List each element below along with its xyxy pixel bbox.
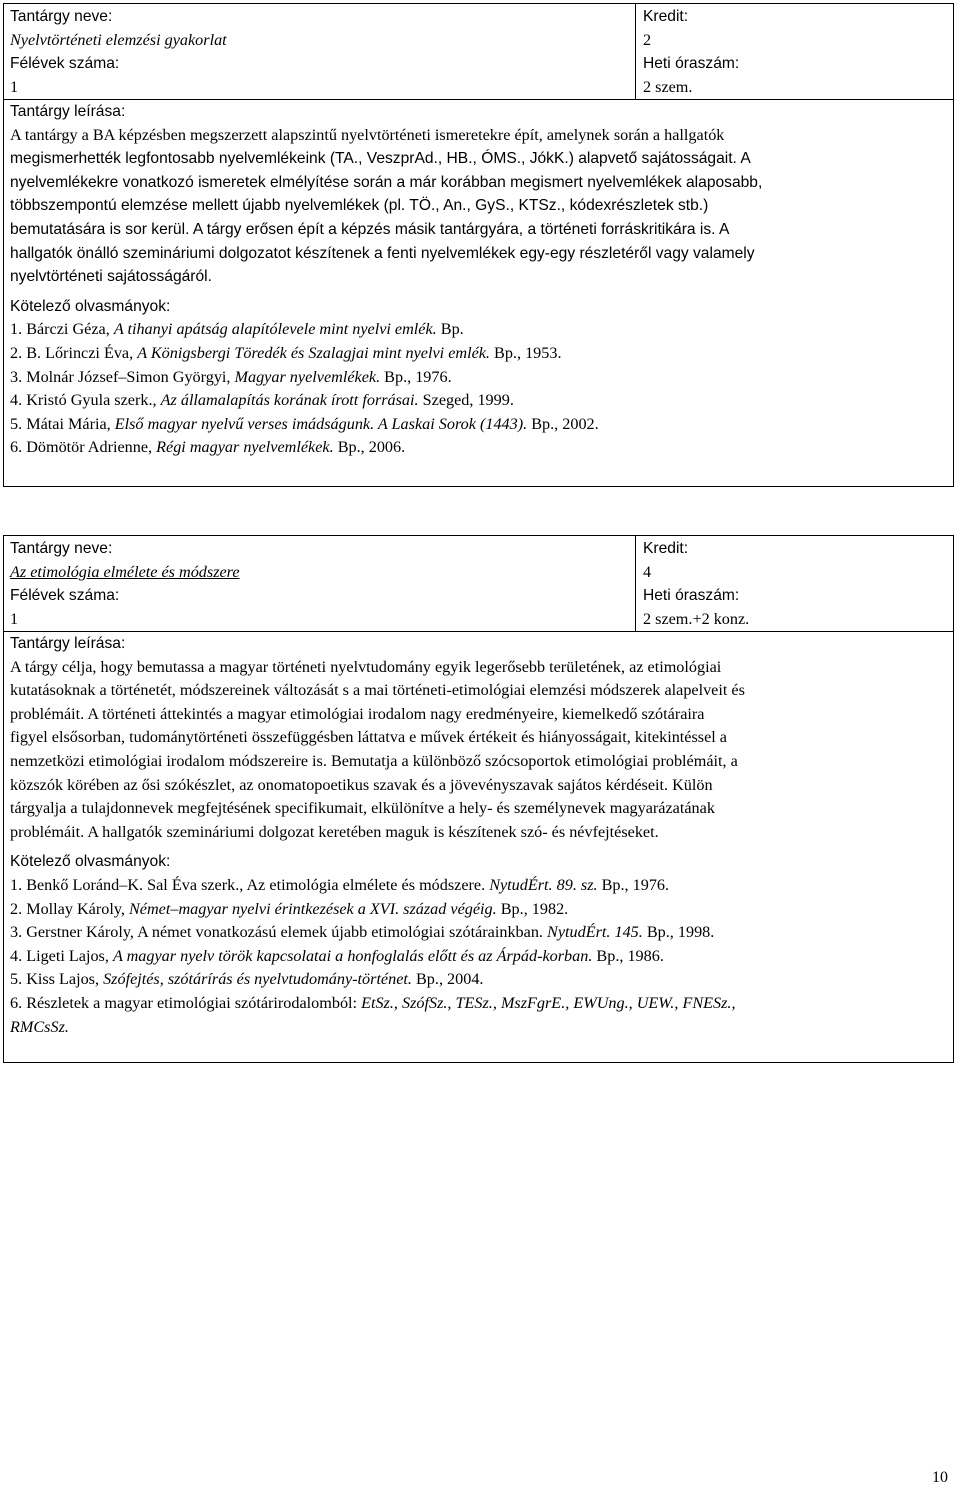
course-description xyxy=(10,124,945,289)
course-box-2 xyxy=(3,535,954,1063)
reading-item: 4. Ligeti Lajos, A magyar nyelv török kapcsolatai a honfoglalás előtt és az Árpád-korban. Bp., 1986. xyxy=(10,946,664,965)
credit-label: Kredit: xyxy=(643,8,689,25)
reading-item: 5. Mátai Mária, Első magyar nyelvű verses imádságunk. A Laskai Sorok (1443). Bp., 2002. xyxy=(10,414,599,433)
description-line: bemutatására is sor kerül. A tárgy erősen épít a képzés másik tantárgyára, a történeti forráskritikára is. A xyxy=(10,220,730,238)
description-line: A tárgy célja, hogy bemutassa a magyar történeti nyelvtudomány egyik legerősebb területének, az etimológiai xyxy=(10,657,722,676)
semesters-label: Félévek száma: xyxy=(10,587,120,605)
reading-item: 3. Molnár József–Simon Györgyi, Magyar nyelvemlékek. Bp., 1976. xyxy=(10,367,452,386)
reading-item: 6. Dömötör Adrienne, Régi magyar nyelvemlékek. Bp., 2006. xyxy=(10,438,406,457)
readings-label: Kötelező olvasmányok: xyxy=(10,297,171,315)
course-description xyxy=(10,656,945,845)
reading-item: 3. Gerstner Károly, A német vonatkozású elemek újabb etimológiai szótárainkban. NytudÉrt. 145. Bp., 1998. xyxy=(10,923,715,942)
course-box-1 xyxy=(3,3,954,487)
credit-cell xyxy=(635,4,953,99)
description-line: problémáit. A hallgatók szemináriumi dolgozat keretében maguk is készítenek szó- és névfejtéseket. xyxy=(10,822,659,841)
description-line: tárgyalja a tulajdonnevek megfejtésének specifikumait, elkülönítve a hely- és személynevek magyarázatának xyxy=(10,799,715,818)
hours-value: 2 szem.+2 konz. xyxy=(643,609,750,628)
reading-item: 1. Bárczi Géza, A tihanyi apátság alapítólevele mint nyelvi emlék. Bp. xyxy=(10,320,464,339)
header-divider xyxy=(4,99,953,100)
course-name: Az etimológia elmélete és módszere xyxy=(10,562,240,581)
hours-label: Heti óraszám: xyxy=(643,587,740,605)
hours-value: 2 szem. xyxy=(643,77,693,96)
semesters-label: Félévek száma: xyxy=(10,55,120,73)
course-body xyxy=(4,631,953,1039)
reading-item: 1. Benkő Loránd–K. Sal Éva szerk., Az etimológia elmélete és módszere. NytudÉrt. 89. sz. Bp., 1976. xyxy=(10,875,670,894)
reading-item: 6. Részletek a magyar etimológiai szótárirodalomból: EtSz., SzófSz., TESz., MszFgrE., EWUng., UEW., FNESz., xyxy=(10,993,736,1012)
reading-item: 2. B. Lőrinczi Éva, A Königsbergi Töredék és Szalagjai mint nyelvi emlék. Bp., 1953. xyxy=(10,343,562,362)
reading-item: 4. Kristó Gyula szerk., Az államalapítás korának írott forrásai. Szeged, 1999. xyxy=(10,391,514,410)
readings-list xyxy=(10,318,945,460)
description-line: közszók körében az ősi szókészlet, az onomatopoetikus szavak és a jövevényszavak sajátos kérdéseit. Külön xyxy=(10,775,713,794)
course-name: Nyelvtörténeti elemzési gyakorlat xyxy=(10,30,227,49)
course-header xyxy=(4,4,953,99)
description-label: Tantárgy leírása: xyxy=(10,635,126,652)
description-line: problémáit. A történeti áttekintés a magyar etimológiai irodalom nagy eredményeire, kiemelkedő szótáraira xyxy=(10,704,705,723)
readings-list xyxy=(10,874,945,1039)
description-line: kutatásoknak a történetét, módszereinek változását s a mai történeti-etimológiai elemzési módszerek alapelveit és xyxy=(10,681,745,700)
readings-label: Kötelező olvasmányok: xyxy=(10,853,171,871)
credit-value: 2 xyxy=(643,30,652,49)
credit-label: Kredit: xyxy=(643,540,689,557)
name-label: Tantárgy neve: xyxy=(10,8,113,25)
hours-label: Heti óraszám: xyxy=(643,55,740,73)
semesters-value: 1 xyxy=(10,77,19,96)
course-header xyxy=(4,536,953,631)
description-line: megismerhették legfontosabb nyelvemlékeink (TA., VeszprAd., HB., ÓMS., JókK.) alapvető sajátosságait. A xyxy=(10,150,751,168)
page-number: 10 xyxy=(932,1469,948,1486)
description-line: A tantárgy a BA képzésben megszerzett alapszintű nyelvtörténeti ismeretekre épít, amelynek során a hallgatók xyxy=(10,125,725,144)
credit-cell xyxy=(635,536,953,631)
reading-item: 5. Kiss Lajos, Szófejtés, szótárírás és nyelvtudomány-történet. Bp., 2004. xyxy=(10,970,484,989)
description-line: nyelvemlékekre vonatkozó ismeretek elmélyítése során a már korábban megismert nyelvemlékek alaposabb, xyxy=(10,173,763,191)
course-name-cell xyxy=(4,4,635,99)
description-line: nemzetközi etimológiai irodalom módszereire is. Bemutatja a különböző szócsoportok etimológiai problémáit, a xyxy=(10,751,738,770)
reading-item: RMCsSz. xyxy=(10,1017,69,1036)
description-line: figyel elsősorban, tudománytörténeti összefüggésben láttatva e művek értékeit és hiányosságait, kitekintéssel a xyxy=(10,728,727,747)
description-line: nyelvtörténeti sajátosságáról. xyxy=(10,268,212,286)
semesters-value: 1 xyxy=(10,609,19,628)
name-label: Tantárgy neve: xyxy=(10,540,113,557)
header-divider xyxy=(4,631,953,632)
description-line: többszempontú elemzése mellett újabb nyelvemlékek (pl. TÖ., An., GyS., KTSz., kódexrészletek stb.) xyxy=(10,197,709,215)
description-label: Tantárgy leírása: xyxy=(10,103,126,120)
credit-value: 4 xyxy=(643,562,652,581)
course-body xyxy=(4,99,953,460)
description-line: hallgatók önálló szemináriumi dolgozatot készítenek a fenti nyelvemlékek egy-egy részletéről vagy valamely xyxy=(10,244,755,262)
reading-item: 2. Mollay Károly, Német–magyar nyelvi érintkezések a XVI. század végéig. Bp., 1982. xyxy=(10,899,569,918)
course-name-cell xyxy=(4,536,635,631)
